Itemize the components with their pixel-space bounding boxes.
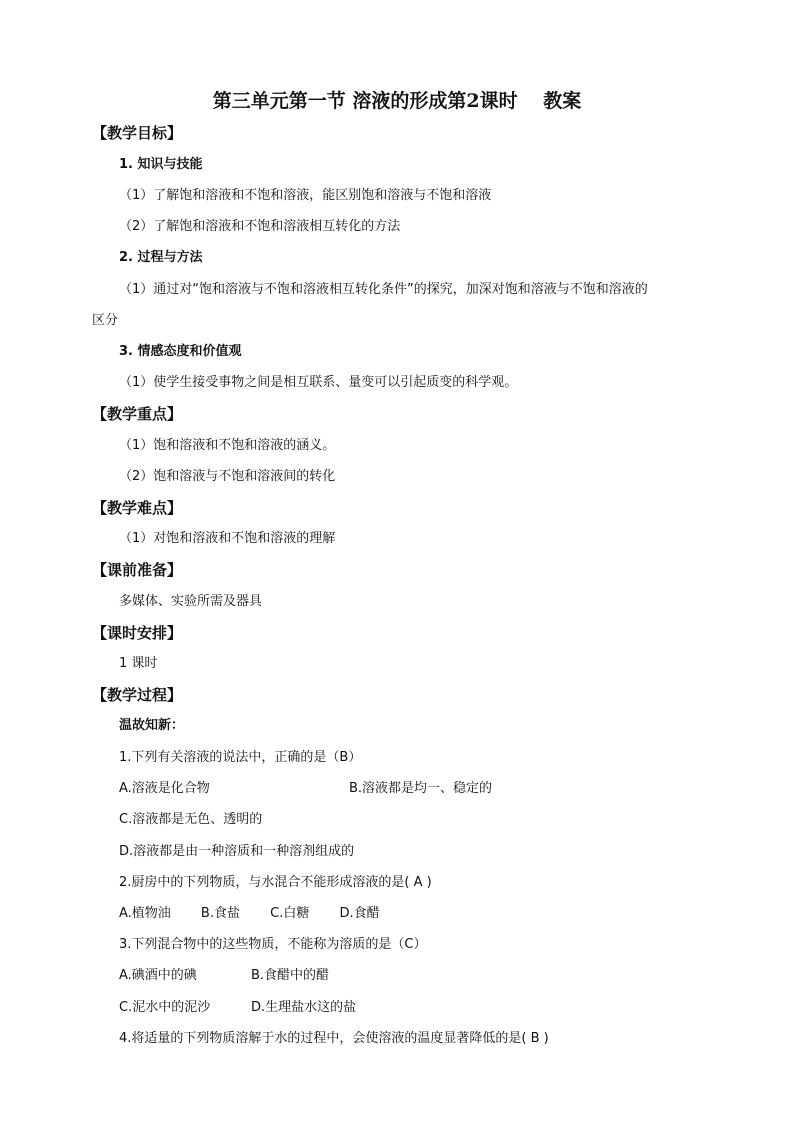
- question-1-stem: 1.下列有关溶液的说法中，正确的是（B）: [119, 750, 362, 765]
- question-3-option-c: C.泥水中的泥沙: [119, 1000, 211, 1015]
- question-2-options: A.植物油 B.食盐 C.白糖 D.食醋: [119, 906, 380, 921]
- question-3-stem: 3.下列混合物中的这些物质，不能称为溶质的是（C）: [119, 937, 427, 952]
- review-heading: 温故知新：: [119, 718, 185, 733]
- question-1-option-c: C.溶液都是无色、透明的: [119, 812, 263, 827]
- page-title: 第三单元第一节 溶液的形成第2课时 教案: [212, 90, 582, 112]
- process-item-line2: 区分: [92, 313, 119, 328]
- question-1-option-a: A.溶液是化合物: [119, 781, 210, 796]
- knowledge-item-2: （2）了解饱和溶液和不饱和溶液相互转化的方法: [119, 219, 401, 234]
- question-3-option-d: D.生理盐水这的盐: [251, 1000, 357, 1015]
- process-item-line1: （1）通过对“饱和溶液与不饱和溶液相互转化条件”的探究，加深对饱和溶液与不饱和溶液的: [119, 282, 648, 297]
- question-3-option-b: B.食醋中的醋: [251, 968, 330, 983]
- knowledge-item-1: （1）了解饱和溶液和不饱和溶液，能区别饱和溶液与不饱和溶液: [119, 188, 492, 203]
- section-heading-preparation: 【课前准备】: [92, 561, 183, 579]
- section-heading-schedule: 【课时安排】: [92, 624, 183, 642]
- key-point-1: （1）饱和溶液和不饱和溶液的涵义。: [119, 438, 336, 453]
- subheading-knowledge: 1. 知识与技能: [119, 157, 203, 172]
- preparation-text: 多媒体、实验所需及器具: [119, 594, 263, 609]
- question-1-option-b: B.溶液都是均一、稳定的: [349, 781, 493, 796]
- emotion-item: （1）使学生接受事物之间是相互联系、量变可以引起质变的科学观。: [119, 375, 518, 390]
- question-1-option-d: D.溶液都是由一种溶质和一种溶剂组成的: [119, 844, 355, 859]
- section-heading-process: 【教学过程】: [92, 686, 183, 704]
- question-2-stem: 2.厨房中的下列物质，与水混合不能形成溶液的是( A ): [119, 875, 432, 890]
- question-3-option-a: A.碘酒中的碘: [119, 968, 197, 983]
- subheading-emotion: 3. 情感态度和价值观: [119, 344, 242, 359]
- section-heading-key-points: 【教学重点】: [92, 405, 183, 423]
- section-heading-objectives: 【教学目标】: [92, 124, 183, 142]
- key-point-2: （2）饱和溶液与不饱和溶液间的转化: [119, 469, 336, 484]
- subheading-process: 2. 过程与方法: [119, 250, 203, 265]
- difficulty-1: （1）对饱和溶液和不饱和溶液的理解: [119, 531, 336, 546]
- section-heading-difficulties: 【教学难点】: [92, 499, 183, 517]
- question-4-stem: 4.将适量的下列物质溶解于水的过程中，会使溶液的温度显著降低的是( B ): [119, 1031, 549, 1046]
- schedule-text: 1 课时: [119, 656, 158, 671]
